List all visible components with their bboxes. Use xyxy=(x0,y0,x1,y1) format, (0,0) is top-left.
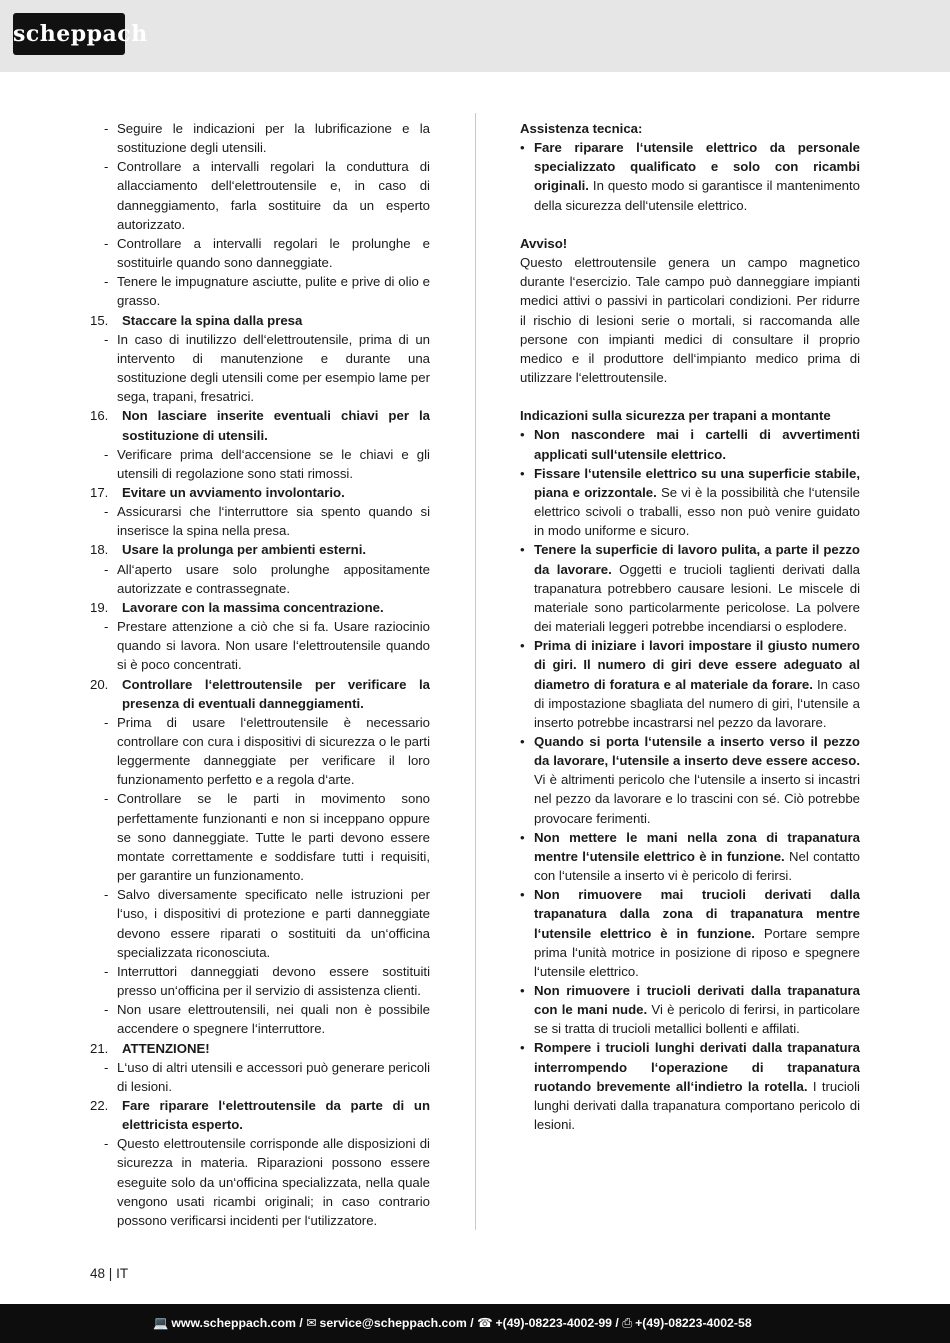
fax-icon: ⎙ xyxy=(622,1316,633,1330)
list-item: - Controllare a intervalli regolari la conduttura di allacciamento dell‘elettroutensile e, in caso di danneggiamento, farla sostituire da un esperto autorizzato. xyxy=(90,157,430,234)
heading-text: Controllare l‘elettroutensile per verificare la presenza di eventuali danneggiamenti. xyxy=(122,676,430,711)
bullet-text: I trucioli lunghi derivati dalla trapanatura comportano pericolo di lesioni. xyxy=(534,1078,860,1133)
bullet-bold-text: Non nascondere mai i cartelli di avvertimenti applicati sull‘utensile elettrico. xyxy=(534,427,860,462)
bullet-text: Vi è pericolo di ferirsi, in particolare se si tratta di trucioli metallici bollenti e affilati. xyxy=(534,1002,860,1037)
spacer xyxy=(520,215,860,234)
heading-text: Lavorare con la massima concentrazione. xyxy=(122,599,384,615)
paragraph: Questo elettroutensile genera un campo magnetico durante l‘esercizio. Tale campo può danneggiare impianti medici attivi o passivi in particolari condizioni. Per ridurre il rischio di lesioni serie o mortali, si raccomanda alle persone con impianti medici di consultare il proprio medico e il produttore dell‘impianto medico prima di utilizzare l‘elettroutensile. xyxy=(520,255,860,386)
list-item: - Controllare se le parti in movimento sono perfettamente funzionanti e non si inceppano oppure se sono danneggiate. Tutte le parti devono essere montate correttamente e soddisfare tutti i requisiti, per garantire un funzionamento. xyxy=(90,789,430,885)
bullet-text: Portare sempre prima l‘unità motrice in posizione di riposo e spegnere l‘utensile elettrico. xyxy=(534,925,860,979)
page-number xyxy=(90,1266,128,1281)
page-footer xyxy=(0,1304,950,1343)
bullet-bold-text: Tenere la superficie di lavoro pulita, a parte il pezzo da lavorare. xyxy=(534,542,860,577)
heading-number: 18. xyxy=(90,542,109,558)
heading-number: 22. xyxy=(90,1097,109,1113)
heading-text: Usare la prolunga per ambienti esterni. xyxy=(122,542,367,558)
heading-number: 15. xyxy=(90,312,109,328)
bullet-text: Oggetti e trucioli taglienti derivati dalla trapanatura potrebbero causare lesioni. Le miscele di materiale sono particolarmente pericolose. La polvere dei materiali leggeri potrebbe incendiarsi o esplodere. xyxy=(534,561,860,635)
bullet-text: Nel contatto con l‘utensile a inserto vi è pericolo di ferirsi. xyxy=(534,848,860,884)
bullet-item xyxy=(520,636,860,732)
heading-number: 16. xyxy=(90,408,109,424)
bullet-item xyxy=(520,828,860,885)
list-item: - Prima di usare l‘elettroutensile è necessario controllare con cura i dispositivi di sicurezza o le parti leggermente danneggiate per verificare il loro funzionamento perfetto e a regola d‘arte. xyxy=(90,713,430,790)
bullet-text: In caso di impostazione sbagliata del numero di giri, l‘utensile a inserto potrebbe incastrarsi nel pezzo da lavorare. xyxy=(534,676,860,730)
heading-text: ATTENZIONE! xyxy=(122,1040,210,1056)
list-item: - Tenere le impugnature asciutte, pulite e prive di olio e grasso. xyxy=(90,272,430,310)
footer-separator: / xyxy=(299,1316,307,1330)
bullet-bold-text: Fissare l‘utensile elettrico su una superficie stabile, piana e orizzontale. xyxy=(534,465,860,500)
footer-email[interactable]: service@scheppach.com xyxy=(319,1316,467,1330)
heading-text: Staccare la spina dalla presa xyxy=(122,312,303,328)
bullet-bold-text: Prima di iniziare i lavori impostare il giusto numero di giri. Il numero di giri deve essere adeguato al diametro di foratura e al materiale da forare. xyxy=(534,638,860,692)
bullet-bold-text: Quando si porta l‘utensile a inserto verso il pezzo da lavorare, l‘utensile a inserto deve essere acceso. xyxy=(534,733,860,769)
bullet-bold-text: Non rimuovere i trucioli derivati dalla trapanatura con le mani nude. xyxy=(534,983,860,1018)
list-item: - Non usare elettroutensili, nei quali non è possibile accendere o spegnere l‘interruttore. xyxy=(90,1000,430,1038)
numbered-heading xyxy=(90,311,430,330)
page-language: IT xyxy=(116,1266,129,1281)
footer-website[interactable]: www.scheppach.com xyxy=(171,1316,296,1330)
heading-number: 19. xyxy=(90,599,109,615)
heading-text: Non lasciare inserite eventuali chiavi per la sostituzione di utensili. xyxy=(122,408,430,443)
column-divider xyxy=(475,113,476,1230)
heading-number: 21. xyxy=(90,1040,109,1056)
bullet-item xyxy=(520,981,860,1038)
mail-icon: ✉ xyxy=(306,1316,317,1330)
spacer xyxy=(520,387,860,406)
list-item: - Assicurarsi che l‘interruttore sia spento quando si inserisce la spina nella presa. xyxy=(90,502,430,540)
right-column xyxy=(520,119,860,1134)
bullet-bold-text: Non mettere le mani nella zona di trapanatura mentre l‘utensile elettrico è in funzione. xyxy=(534,829,860,864)
bullet-item xyxy=(520,425,860,463)
computer-icon: 💻 xyxy=(153,1316,169,1330)
footer-phone: +(49)-08223-4002-99 xyxy=(495,1316,612,1330)
list-item: - Verificare prima dell‘accensione se le chiavi e gli utensili di regolazione sono stati rimossi. xyxy=(90,445,430,483)
heading-number: 20. xyxy=(90,676,109,692)
section-heading: Assistenza tecnica: xyxy=(520,121,643,136)
bullet-item xyxy=(520,885,860,981)
bullet-bold-text: Non rimuovere mai trucioli derivati dalla trapanatura dalla zona di trapanatura mentre l‘utensile elettrico è in funzione. xyxy=(534,887,860,941)
bullet-text: Se vi è la possibilità che l‘utensile elettrico scivoli o traballi, esso non può venire guidato in modo uniforme e sicuro. xyxy=(534,484,860,539)
page-number-separator: | xyxy=(108,1266,113,1281)
list-item: - Interruttori danneggiati devono essere sostituiti presso un‘officina per il servizio di assistenza clienti. xyxy=(90,962,430,1000)
numbered-heading xyxy=(90,598,430,617)
bullet-bold-text: Rompere i trucioli lunghi derivati dalla trapanatura interrompendo l‘operazione di trapanatura ruotando brevemente all‘indietro la rotella. xyxy=(534,1040,860,1094)
bullet-text: In questo modo si garantisce il mantenimento della sicurezza dell‘utensile elettrico. xyxy=(534,178,860,213)
heading-number: 17. xyxy=(90,484,109,500)
numbered-heading xyxy=(90,540,430,559)
list-item: - Controllare a intervalli regolari le prolunghe e sostituirle quando sono danneggiate. xyxy=(90,234,430,272)
page-number-value: 48 xyxy=(90,1266,106,1281)
phone-icon: ☎ xyxy=(477,1316,493,1330)
footer-fax: +(49)-08223-4002-58 xyxy=(635,1316,752,1330)
list-item: - L‘uso di altri utensili e accessori può generare pericoli di lesioni. xyxy=(90,1058,430,1096)
left-column xyxy=(90,119,430,1230)
bullet-item xyxy=(520,464,860,541)
bullet-bold-text: Fare riparare l‘utensile elettrico da personale specializzato qualificato e solo con ricambi originali. xyxy=(534,140,860,194)
list-item: - In caso di inutilizzo dell‘elettroutensile, prima di un intervento di manutenzione e durante una sostituzione degli utensili come per esempio lame per sega, trapani, fresatrici. xyxy=(90,330,430,407)
bullet-text: Vi è altrimenti pericolo che l‘utensile a inserto si incastri nel pezzo da lavorare e lo trascini con sé. Ciò potrebbe provocare ferimenti. xyxy=(534,772,860,826)
list-item: - All‘aperto usare solo prolunghe appositamente autorizzate e contrassegnate. xyxy=(90,560,430,598)
numbered-heading xyxy=(90,406,430,444)
numbered-heading xyxy=(90,675,430,713)
bullet-item xyxy=(520,732,860,828)
heading-text: Evitare un avviamento involontario. xyxy=(122,484,345,500)
list-item: - Salvo diversamente specificato nelle istruzioni per l‘uso, i dispositivi di protezione e parti danneggiate devono essere riparati o sostituiti da un‘officina specializzata riconosciuta. xyxy=(90,885,430,962)
numbered-heading xyxy=(90,483,430,502)
numbered-heading xyxy=(90,1039,430,1058)
footer-separator: / xyxy=(470,1316,478,1330)
numbered-heading xyxy=(90,1096,430,1134)
bullet-item xyxy=(520,138,860,215)
section-heading: Avviso! xyxy=(520,235,568,251)
bullet-item xyxy=(520,1038,860,1134)
scheppach-logo: scheppach xyxy=(13,13,125,55)
list-item: - Seguire le indicazioni per la lubrificazione e la sostituzione degli utensili. xyxy=(90,119,430,157)
heading-text: Fare riparare l‘elettroutensile da parte di un elettricista esperto. xyxy=(122,1097,430,1133)
section-heading: Indicazioni sulla sicurezza per trapani a montante xyxy=(520,408,831,424)
page-header xyxy=(0,0,950,72)
footer-separator: / xyxy=(615,1316,623,1330)
list-item: - Questo elettroutensile corrisponde alle disposizioni di sicurezza in materia. Riparazioni possono essere eseguite solo da un‘officina specializzata, nella quale vengono usati ricambi originali; in caso contrario possono verificarsi incidenti per l‘utilizzatore. xyxy=(90,1134,430,1230)
bullet-item xyxy=(520,540,860,636)
list-item: - Prestare attenzione a ciò che si fa. Usare raziocinio quando si lavora. Non usare l‘elettroutensile quando si è poco concentrati. xyxy=(90,617,430,674)
